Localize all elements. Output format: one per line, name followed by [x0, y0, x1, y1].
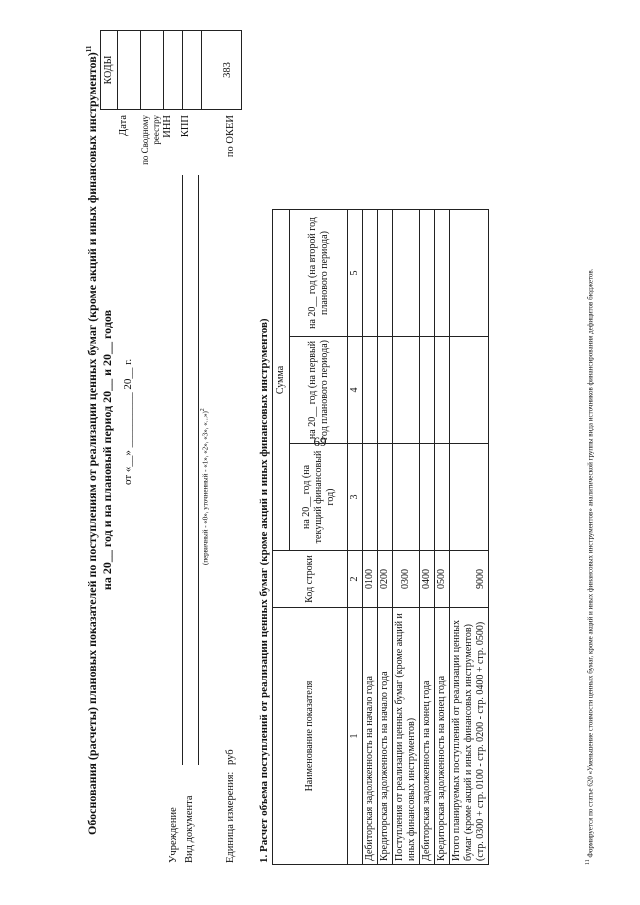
column-number: 4	[348, 337, 363, 444]
document-title	[82, 45, 115, 835]
value-cell[interactable]	[435, 210, 450, 337]
column-number: 1	[348, 608, 363, 865]
header-year-first: на 20__ год (на первый год планового периода)	[290, 337, 348, 444]
document-type-note	[200, 408, 209, 565]
value-cell[interactable]	[420, 444, 435, 551]
row-code: 0100	[363, 551, 378, 608]
row-code: 0500	[435, 551, 450, 608]
header-year-second: на 20__ год (на второй год планового периода)	[290, 210, 348, 337]
row-code: 9000	[450, 551, 489, 608]
title-footnote-mark: 11	[85, 45, 93, 53]
value-cell[interactable]	[435, 444, 450, 551]
codes-cell-registry[interactable]	[141, 31, 164, 109]
codes-cell-date[interactable]	[118, 31, 141, 109]
section-title: 1. Расчет объема поступлений от реализации ценных бумаг (кроме акций и иных финансовых инструментов)	[258, 318, 270, 863]
page-number: 69	[313, 434, 327, 449]
column-number: 2	[348, 551, 363, 608]
institution-underline	[182, 175, 183, 765]
document-type-note-text: (первичный - «0», уточненный - «1», «2», «3», «...»)	[201, 411, 210, 565]
document-type-label: Вид документа	[184, 795, 195, 863]
header-year-current: на 20__ год (на текущий финансовый год)	[290, 444, 348, 551]
code-label-inn: ИНН	[162, 115, 173, 138]
header-code: Код строки	[273, 551, 348, 608]
table-row	[378, 210, 393, 865]
row-name: Поступления от реализации ценных бумаг (кроме акций и иных финансовых инструментов)	[393, 608, 420, 865]
title-line2: на 20__ год и на плановый период 20__ и 20__ годов	[100, 309, 114, 591]
row-code: 0200	[378, 551, 393, 608]
table-row	[393, 210, 420, 865]
row-code: 0300	[393, 551, 420, 608]
unit-label: Единица измерения:	[225, 771, 236, 863]
row-code: 0400	[420, 551, 435, 608]
row-name: Кредиторская задолженность на начало года	[378, 608, 393, 865]
value-cell[interactable]	[420, 337, 435, 444]
footnote-mark: 11	[585, 859, 591, 865]
table-row	[450, 210, 489, 865]
document-type-underline	[198, 175, 199, 765]
table-row	[435, 210, 450, 865]
value-cell[interactable]	[450, 337, 489, 444]
table-row	[363, 210, 378, 865]
value-cell[interactable]	[420, 210, 435, 337]
unit-value: руб	[225, 749, 236, 765]
codes-cell-kpp[interactable]	[183, 31, 202, 109]
code-label-okei: по ОКЕИ	[225, 115, 236, 158]
value-cell[interactable]	[363, 337, 378, 444]
header-sum: Сумма	[273, 210, 290, 551]
codes-cell-inn[interactable]	[164, 31, 183, 109]
value-cell[interactable]	[450, 210, 489, 337]
row-name: Дебиторская задолженность на конец года	[420, 608, 435, 865]
value-cell[interactable]	[393, 337, 420, 444]
code-label-kpp: КПП	[180, 115, 191, 138]
value-cell[interactable]	[393, 210, 420, 337]
codes-header: КОДЫ	[101, 31, 118, 109]
code-label-date: Дата	[118, 115, 129, 136]
codes-box	[100, 30, 242, 110]
value-cell[interactable]	[393, 444, 420, 551]
calculation-table	[272, 209, 489, 865]
header-name: Наименование показателя	[273, 608, 348, 865]
row-name: Кредиторская задолженность на конец года	[435, 608, 450, 865]
column-number: 5	[348, 210, 363, 337]
row-name: Итого планируемых поступлений от реализации ценных бумаг (кроме акций и иных финансовых инструментов) (стр. 0300 + стр. 0100 - стр. 0200 - стр. 0400 + стр. 0500)	[450, 608, 489, 865]
institution-label: Учреждение	[168, 807, 179, 863]
date-line: от «__» __________ 20__ г.	[122, 358, 134, 485]
footnote	[585, 269, 594, 865]
value-cell[interactable]	[435, 337, 450, 444]
value-cell[interactable]	[450, 444, 489, 551]
value-cell[interactable]	[378, 210, 393, 337]
codes-cell-okei: 383	[222, 62, 233, 78]
document-type-note-mark: 2	[200, 408, 206, 412]
value-cell[interactable]	[363, 444, 378, 551]
column-number: 3	[348, 444, 363, 551]
footnote-text: Формируется по статье 620 «Уменьшение стоимости ценных бумаг, кроме акций и иных финансовых инструментов» аналитической группы вида источников финансирования дефицитов бюджетов.	[586, 268, 595, 858]
value-cell[interactable]	[378, 444, 393, 551]
title-line1: Обоснования (расчеты) плановых показателей по поступлениям от реализации ценных бумаг (кроме акций и иных финансовых инструментов)	[85, 52, 99, 835]
row-name: Дебиторская задолженность на начало года	[363, 608, 378, 865]
table-row	[420, 210, 435, 865]
value-cell[interactable]	[378, 337, 393, 444]
value-cell[interactable]	[363, 210, 378, 337]
code-label-registry: по Сводному реестру	[140, 115, 161, 165]
